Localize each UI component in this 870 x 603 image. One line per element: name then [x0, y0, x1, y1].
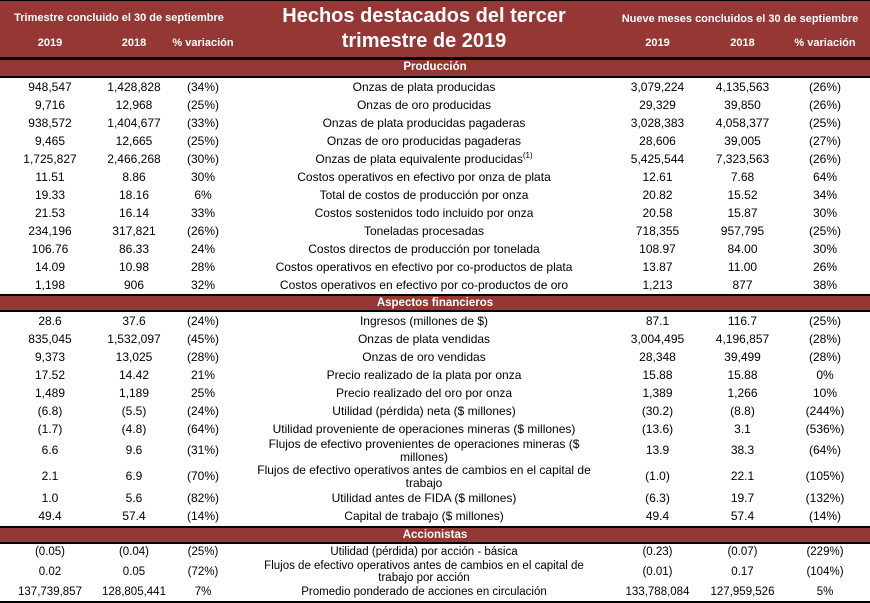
cell-quarter-variation: (24%): [186, 403, 219, 418]
cell-ninemonths-2019: 5,425,544: [630, 151, 685, 166]
cell-quarter-2018: 86.33: [118, 241, 150, 256]
cell-metric-label: Costos operativos en efectivo por onza de plata: [297, 169, 551, 184]
table-row: [0, 490, 870, 508]
cell-quarter-2019: 28.6: [38, 313, 62, 328]
cell-quarter-2018: 128,805,441: [102, 586, 166, 599]
cell-ninemonths-2018: 15.88: [727, 367, 758, 382]
cell-metric-label: Utilidad (pérdida) por acción - básica: [330, 545, 518, 558]
table-row: [0, 560, 870, 585]
cell-ninemonths-2019: 20.82: [642, 187, 673, 202]
cell-ninemonths-variation: (26%): [808, 151, 841, 166]
cell-metric-label: Precio realizado del oro por onza: [335, 385, 513, 400]
cell-quarter-2018: 14.42: [118, 367, 150, 382]
cell-ninemonths-variation: 10%: [812, 385, 838, 400]
cell-ninemonths-2018: 11.00: [727, 259, 758, 274]
cell-ninemonths-2019: 20.58: [642, 205, 673, 220]
table-row: [0, 114, 870, 132]
cell-ninemonths-variation: (536%): [805, 421, 845, 436]
cell-quarter-variation: (14%): [186, 509, 219, 524]
cell-metric-label: Onzas de plata vendidas: [357, 331, 491, 346]
cell-ninemonths-2019: 13.87: [642, 259, 673, 274]
cell-ninemonths-2019: (6.3): [645, 491, 670, 506]
cell-quarter-variation: 28%: [190, 259, 216, 274]
cell-quarter-2018: 1,532,097: [107, 331, 161, 346]
cell-quarter-2019: 19.33: [34, 187, 66, 202]
cell-metric-label: Flujos de efectivo operativos antes de cambios en el capital de trabajo por acción: [264, 559, 584, 585]
table-row: [0, 276, 870, 294]
cell-metric-label: Utilidad proveniente de operaciones mineras ($ millones): [272, 421, 576, 436]
table-row: [0, 204, 870, 222]
cell-quarter-2019: 14.09: [34, 259, 66, 274]
cell-quarter-2018: 57.4: [122, 509, 146, 524]
table-row: [0, 464, 870, 490]
cell-ninemonths-2019: (0.23): [642, 545, 673, 558]
cell-metric-label: Precio realizado de la plata por onza: [326, 367, 522, 382]
cell-ninemonths-variation: 64%: [812, 169, 838, 184]
cell-quarter-2018: 16.14: [118, 205, 150, 220]
cell-ninemonths-variation: 0%: [816, 367, 834, 382]
cell-ninemonths-2018: 15.52: [727, 187, 758, 202]
cell-quarter-2018: 10.98: [118, 259, 150, 274]
cell-quarter-2018: 6.9: [125, 469, 143, 484]
cell-quarter-2018: 18.16: [118, 187, 150, 202]
table-body: [0, 60, 870, 601]
cell-ninemonths-2019: (0.01): [642, 566, 673, 579]
cell-metric-label: Utilidad (pérdida) neta ($ millones): [332, 403, 516, 418]
cell-quarter-2018: (0.04): [118, 545, 150, 558]
table-row: [0, 544, 870, 560]
cell-quarter-variation: (72%): [187, 566, 219, 579]
cell-ninemonths-2019: 133,788,084: [625, 586, 690, 599]
cell-metric-label: Capital de trabajo ($ millones): [344, 509, 504, 524]
cell-ninemonths-variation: (229%): [806, 545, 844, 558]
table-row: [0, 366, 870, 384]
cell-quarter-variation: 33%: [190, 205, 216, 220]
table-row: [0, 348, 870, 366]
cell-quarter-variation: 30%: [190, 169, 216, 184]
cell-quarter-2019: (0.05): [34, 545, 66, 558]
column-header-quarter-2018: 2018: [121, 37, 147, 49]
cell-ninemonths-variation: (25%): [808, 313, 841, 328]
cell-quarter-2019: 0.02: [38, 566, 62, 579]
cell-ninemonths-2018: 0.17: [731, 566, 754, 579]
cell-quarter-variation: (33%): [186, 115, 219, 130]
cell-ninemonths-2019: (30.2): [641, 403, 674, 418]
cell-quarter-variation: 6%: [194, 187, 212, 202]
section-banner: [0, 294, 870, 312]
section-banner-label: Accionistas: [402, 528, 468, 541]
cell-ninemonths-2019: 87.1: [645, 313, 670, 328]
cell-ninemonths-2019: 3,004,495: [630, 331, 685, 346]
column-header-quarter-2019: 2019: [37, 37, 63, 49]
cell-quarter-2019: 1,489: [34, 385, 66, 400]
cell-quarter-2019: 49.4: [38, 509, 62, 524]
cell-quarter-2019: 137,739,857: [18, 586, 82, 599]
cell-quarter-2018: (4.8): [121, 421, 147, 436]
section-rows: [0, 544, 870, 601]
cell-quarter-2018: 8.86: [122, 169, 146, 184]
cell-ninemonths-2018: 57.4: [730, 509, 755, 524]
cell-ninemonths-2019: 13.9: [645, 443, 670, 458]
cell-quarter-2018: 1,404,677: [107, 115, 161, 130]
table-section: [0, 60, 870, 294]
cell-ninemonths-2018: 4,135,563: [715, 79, 770, 94]
cell-quarter-2018: 1,428,828: [107, 79, 161, 94]
cell-ninemonths-2018: 4,196,857: [715, 331, 770, 346]
cell-quarter-2019: 21.53: [34, 205, 66, 220]
cell-ninemonths-variation: 5%: [816, 586, 834, 599]
cell-quarter-variation: 25%: [190, 385, 216, 400]
cell-ninemonths-variation: (25%): [808, 223, 841, 238]
cell-quarter-variation: (28%): [186, 349, 219, 364]
cell-ninemonths-variation: 30%: [812, 241, 838, 256]
section-banner-label: Producción: [403, 61, 467, 73]
cell-quarter-2018: 12,968: [115, 97, 153, 112]
quarter-period-heading: Trimestre concluido el 30 de septiembre: [14, 11, 224, 24]
cell-ninemonths-variation: (26%): [808, 97, 841, 112]
cell-quarter-2019: 1,725,827: [23, 151, 77, 166]
section-banner-label: Aspectos financieros: [376, 297, 494, 309]
cell-ninemonths-variation: (105%): [805, 469, 845, 484]
cell-quarter-2019: 234,196: [28, 223, 72, 238]
cell-quarter-2019: 106.76: [31, 241, 69, 256]
cell-metric-label: Costos operativos en efectivo por co-productos de plata: [275, 259, 573, 274]
cell-quarter-variation: (45%): [186, 331, 219, 346]
cell-ninemonths-variation: (26%): [808, 79, 841, 94]
cell-ninemonths-2018: 84.00: [727, 241, 758, 256]
cell-ninemonths-2019: 3,028,383: [630, 115, 685, 130]
cell-quarter-variation: (34%): [186, 79, 219, 94]
table-row: [0, 438, 870, 464]
cell-quarter-2018: 12,665: [115, 133, 153, 148]
cell-metric-label: Ingresos (millones de $): [359, 313, 489, 328]
column-header-quarter-variation: % variación: [172, 37, 234, 49]
cell-ninemonths-2018: 7,323,563: [715, 151, 770, 166]
cell-ninemonths-2018: 877: [732, 277, 753, 292]
cell-quarter-2019: 11.51: [35, 169, 65, 184]
cell-ninemonths-variation: (28%): [808, 331, 841, 346]
cell-ninemonths-variation: 26%: [812, 259, 838, 274]
cell-quarter-variation: (30%): [186, 151, 219, 166]
cell-ninemonths-2018: 7.68: [730, 169, 755, 184]
cell-ninemonths-2018: 3.1: [734, 421, 751, 436]
cell-ninemonths-2019: 28,348: [639, 349, 676, 364]
cell-metric-label: Utilidad antes de FIDA ($ millones): [331, 491, 517, 506]
cell-quarter-2018: 37.6: [122, 313, 146, 328]
table-row: [0, 132, 870, 150]
cell-quarter-variation: (24%): [186, 313, 219, 328]
cell-ninemonths-variation: (244%): [805, 403, 845, 418]
cell-ninemonths-2018: (8.8): [730, 403, 755, 418]
cell-quarter-variation: (26%): [186, 223, 219, 238]
cell-ninemonths-2019: (1.0): [645, 469, 670, 484]
table-row: [0, 312, 870, 330]
cell-ninemonths-2019: 15.88: [642, 367, 673, 382]
cell-ninemonths-2018: 39,005: [724, 133, 761, 148]
cell-metric-label: Flujos de efectivo operativos antes de cambios en el capital de trabajo: [257, 462, 591, 490]
table-row: [0, 78, 870, 96]
cell-quarter-variation: (70%): [186, 469, 219, 484]
cell-ninemonths-2018: 22.1: [730, 469, 755, 484]
table-row: [0, 330, 870, 348]
cell-ninemonths-variation: 30%: [812, 205, 838, 220]
cell-quarter-2019: (1.7): [37, 421, 63, 436]
cell-ninemonths-variation: (27%): [808, 133, 841, 148]
cell-quarter-2019: 835,045: [28, 331, 72, 346]
cell-quarter-variation: (25%): [186, 97, 219, 112]
cell-ninemonths-2019: (13.6): [641, 421, 674, 436]
cell-quarter-variation: 32%: [190, 277, 216, 292]
cell-ninemonths-variation: (14%): [808, 509, 841, 524]
cell-metric-label: Costos directos de producción por tonelada: [308, 241, 540, 256]
cell-ninemonths-2019: 108.97: [639, 241, 676, 256]
cell-ninemonths-2019: 28,606: [639, 133, 676, 148]
cell-metric-label: Onzas de oro vendidas: [362, 349, 486, 364]
column-header-ninemonths-2019: 2019: [645, 37, 670, 49]
cell-ninemonths-2019: 3,079,224: [630, 79, 685, 94]
cell-quarter-2019: 2.1: [41, 469, 59, 484]
page-title: Hechos destacados del tercer trimestre de 2019: [282, 5, 566, 52]
table-row: [0, 96, 870, 114]
cell-ninemonths-2018: 1,266: [727, 385, 758, 400]
column-header-ninemonths-2018: 2018: [730, 37, 755, 49]
table-row: [0, 222, 870, 240]
cell-metric-label: Total de costos de producción por onza: [319, 187, 529, 202]
cell-metric-label: Costos operativos en efectivo por co-productos de oro: [279, 277, 569, 292]
cell-ninemonths-2019: 718,355: [635, 223, 680, 238]
cell-quarter-variation: 7%: [194, 586, 212, 599]
cell-quarter-2019: 938,572: [28, 115, 72, 130]
cell-ninemonths-2018: 39,850: [724, 97, 761, 112]
cell-ninemonths-2018: (0.07): [727, 545, 758, 558]
cell-quarter-2019: (6.8): [37, 403, 63, 418]
cell-metric-label: Costos sostenidos todo incluido por onza: [314, 205, 534, 220]
cell-quarter-variation: (31%): [186, 443, 219, 458]
section-rows: [0, 78, 870, 294]
table-row: [0, 420, 870, 438]
table-row: [0, 258, 870, 276]
cell-ninemonths-2019: 1,213: [642, 277, 673, 292]
cell-quarter-2019: 9,373: [34, 349, 66, 364]
cell-quarter-2018: 5.6: [125, 491, 143, 506]
cell-quarter-2019: 9,465: [34, 133, 66, 148]
cell-ninemonths-2018: 127,959,526: [710, 586, 775, 599]
cell-quarter-2018: 317,821: [112, 223, 156, 238]
cell-ninemonths-2019: 29,329: [639, 97, 676, 112]
cell-quarter-2018: 2,466,268: [107, 151, 161, 166]
table-row: [0, 402, 870, 420]
cell-ninemonths-variation: (64%): [808, 443, 841, 458]
cell-quarter-2019: 17.52: [34, 367, 66, 382]
cell-ninemonths-2018: 116.7: [727, 313, 758, 328]
cell-ninemonths-variation: 38%: [812, 277, 838, 292]
footnote-marker: (1): [522, 150, 533, 160]
cell-ninemonths-variation: 34%: [812, 187, 838, 202]
cell-quarter-2019: 6.6: [41, 443, 59, 458]
table-row: [0, 384, 870, 402]
table-row: [0, 150, 870, 168]
cell-metric-label: Onzas de plata producidas pagaderas: [322, 115, 526, 130]
cell-metric-label: Flujos de efectivo provenientes de operaciones mineras ($ millones): [268, 437, 580, 464]
cell-quarter-2019: 1,198: [34, 277, 66, 292]
cell-ninemonths-variation: (132%): [805, 491, 845, 506]
cell-metric-label: Onzas de oro producidas pagaderas: [326, 133, 522, 148]
cell-quarter-variation: 24%: [190, 241, 216, 256]
section-banner: [0, 526, 870, 544]
cell-ninemonths-2018: 38.3: [730, 443, 755, 458]
cell-metric-label: Toneladas procesadas: [363, 223, 485, 238]
cell-metric-label: Promedio ponderado de acciones en circulación: [301, 586, 547, 599]
cell-ninemonths-2018: 15.87: [727, 205, 758, 220]
table-header: [0, 1, 870, 60]
section-rows: [0, 312, 870, 526]
cell-ninemonths-2018: 957,795: [720, 223, 765, 238]
cell-ninemonths-2018: 4,058,377: [715, 115, 770, 130]
cell-quarter-variation: (82%): [186, 491, 219, 506]
cell-metric-label: Onzas de plata equivalente producidas$^{(1)}$: [315, 150, 533, 166]
cell-ninemonths-2019: 1,389: [642, 385, 673, 400]
cell-quarter-2018: 13,025: [115, 349, 153, 364]
column-header-ninemonths-variation: % variación: [794, 37, 856, 49]
cell-quarter-2019: 9,716: [34, 97, 66, 112]
cell-quarter-2018: 9.6: [125, 443, 143, 458]
cell-quarter-2018: (5.5): [121, 403, 147, 418]
cell-quarter-2018: 1,189: [118, 385, 150, 400]
cell-ninemonths-2019: 12.61: [642, 169, 673, 184]
cell-ninemonths-variation: (28%): [808, 349, 841, 364]
cell-quarter-2019: 948,547: [28, 79, 72, 94]
cell-metric-label: Onzas de plata producidas: [352, 79, 496, 94]
section-banner: [0, 60, 870, 78]
cell-quarter-variation: (25%): [186, 133, 219, 148]
table-row: [0, 186, 870, 204]
cell-quarter-variation: (64%): [186, 421, 219, 436]
table-row: [0, 508, 870, 526]
cell-ninemonths-2018: 19.7: [730, 491, 755, 506]
nine-months-period-heading: Nueve meses concluidos el 30 de septiembre: [621, 12, 859, 25]
table-row: [0, 585, 870, 601]
cell-quarter-2018: 906: [123, 277, 145, 292]
cell-quarter-variation: (25%): [187, 545, 219, 558]
cell-ninemonths-2018: 39,499: [724, 349, 761, 364]
cell-quarter-variation: 21%: [190, 367, 216, 382]
table-section: [0, 526, 870, 601]
table-row: [0, 240, 870, 258]
cell-quarter-2019: 1.0: [41, 491, 59, 506]
cell-ninemonths-2019: 49.4: [645, 509, 670, 524]
table-section: [0, 294, 870, 526]
cell-ninemonths-variation: (104%): [806, 566, 844, 579]
table-row: [0, 168, 870, 186]
cell-metric-label: Onzas de oro producidas: [356, 97, 492, 112]
cell-quarter-2018: 0.05: [122, 566, 146, 579]
cell-ninemonths-variation: (25%): [808, 115, 841, 130]
